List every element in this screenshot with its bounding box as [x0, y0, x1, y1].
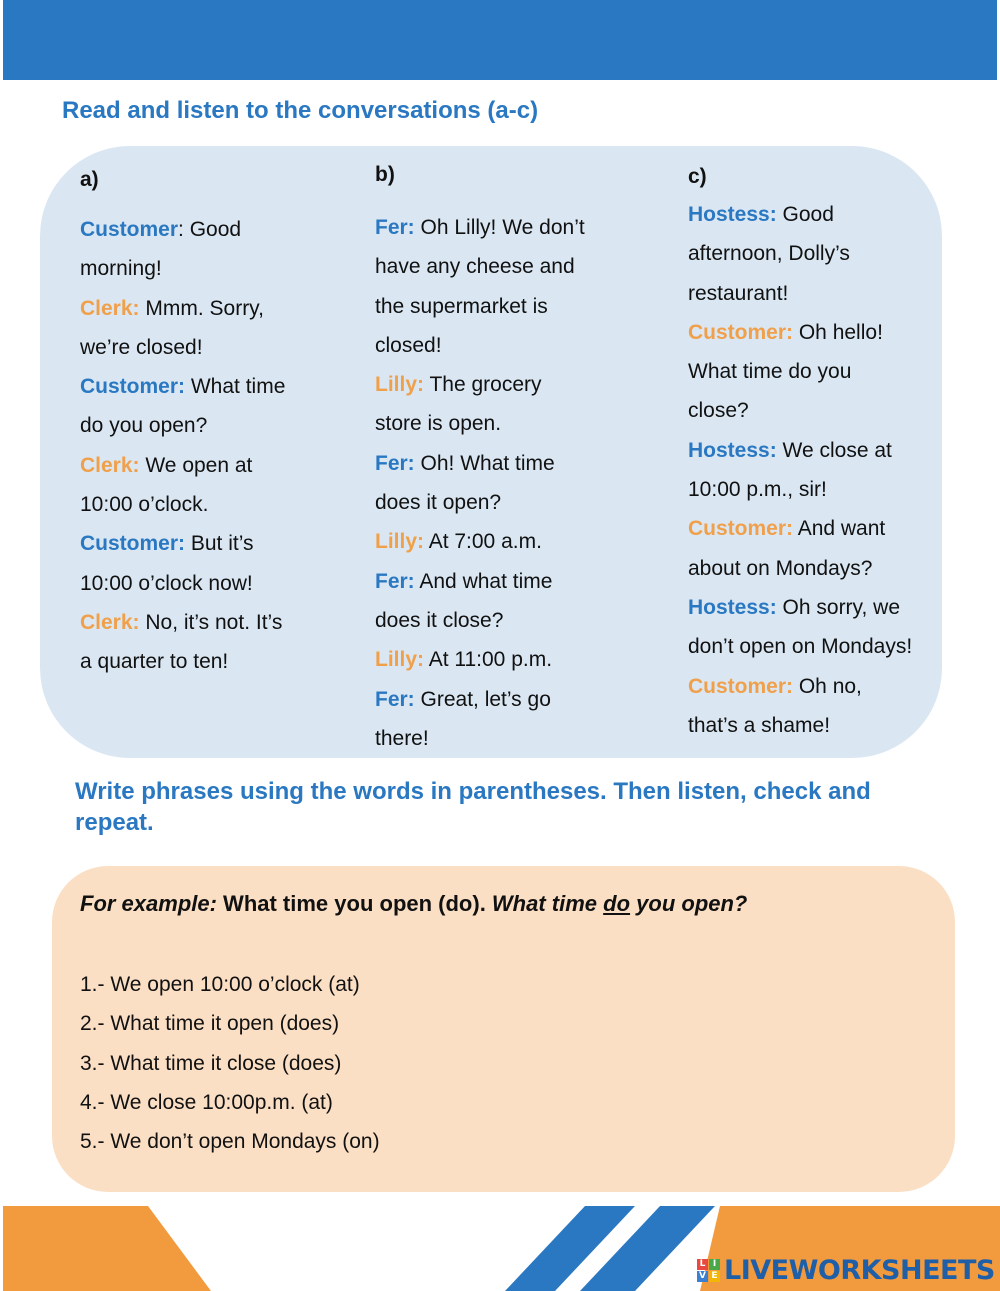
dialogue-line: there!	[375, 726, 429, 750]
speaker-fer: Fer:	[375, 451, 415, 475]
dialogue-line: that’s a shame!	[688, 713, 831, 737]
conversations-heading: Read and listen to the conversations (a-c)	[62, 97, 539, 124]
dialogue-text: Good	[776, 203, 834, 226]
speaker-hostess: Hostess:	[688, 438, 777, 462]
dialogue-line: closed!	[375, 333, 442, 357]
speaker-fer: Fer:	[375, 216, 415, 239]
dialogue-text: Oh sorry, we	[776, 595, 901, 619]
conversation-c	[688, 157, 988, 745]
example-sentence	[80, 888, 747, 920]
dialogue-line: does it open?	[375, 491, 502, 515]
dialogue-line	[375, 562, 625, 601]
speaker-hostess: Hostess:	[688, 203, 777, 226]
dialogue-line: we’re closed!	[80, 335, 203, 359]
speaker-customer: Customer	[80, 218, 179, 241]
dialogue-line: about on Mondays?	[688, 556, 873, 580]
speaker-lilly: Lilly:	[375, 373, 425, 397]
dialogue-line	[80, 210, 330, 249]
dialogue-line: don’t open on Mondays!	[688, 635, 913, 659]
conversation-letter: c)	[688, 165, 707, 188]
dialogue-text: Mmm. Sorry,	[139, 296, 264, 320]
exercise-item: 1.- We open 10:00 o’clock (at)	[80, 973, 360, 996]
example-prompt: What time you open (do).	[216, 891, 492, 916]
speaker-fer: Fer:	[375, 569, 415, 593]
dialogue-line	[688, 588, 988, 627]
dialogue-line	[375, 640, 625, 679]
dialogue-line	[80, 289, 330, 328]
dialogue-text: Oh Lilly! We don’t	[414, 216, 585, 239]
dialogue-text: Oh hello!	[793, 320, 883, 344]
example-answer-underlined: do	[603, 891, 631, 916]
exercise-list	[80, 965, 380, 1161]
dialogue-line	[688, 667, 988, 706]
dialogue-line	[688, 195, 988, 234]
dialogue-line: 10:00 p.m., sir!	[688, 478, 827, 502]
liveworksheets-mark-icon	[697, 1259, 720, 1282]
footer-orange-shape-left	[3, 1206, 211, 1291]
dialogue-line: store is open.	[375, 412, 502, 436]
speaker-customer: Customer:	[688, 320, 794, 344]
dialogue-text: Oh no,	[793, 674, 862, 698]
dialogue-line: afternoon, Dolly’s	[688, 242, 850, 266]
conversation-b	[375, 155, 625, 758]
speaker-clerk: Clerk:	[80, 453, 140, 477]
dialogue-text: What time	[185, 375, 286, 399]
exercise-item: 2.- What time it open (does)	[80, 1012, 340, 1036]
dialogue-line: have any cheese and	[375, 255, 575, 279]
dialogue-line	[375, 444, 625, 483]
dialogue-line: does it close?	[375, 608, 504, 632]
dialogue-text: At 7:00 a.m.	[424, 530, 542, 554]
speaker-hostess: Hostess:	[688, 595, 777, 619]
dialogue-line	[80, 524, 330, 563]
dialogue-line: restaurant!	[688, 281, 789, 305]
mark-letter: V	[697, 1271, 708, 1282]
liveworksheets-logo	[697, 1253, 997, 1287]
speaker-separator: :	[178, 218, 184, 241]
dialogue-line	[80, 446, 330, 485]
speaker-lilly: Lilly:	[375, 648, 425, 672]
dialogue-text: But it’s	[185, 532, 254, 556]
liveworksheets-wordmark: LIVEWORKSHEETS	[724, 1254, 995, 1286]
speaker-lilly: Lilly:	[375, 530, 425, 554]
speaker-customer: Customer:	[80, 375, 186, 399]
speaker-fer: Fer:	[375, 687, 415, 711]
dialogue-text: Oh! What time	[414, 451, 555, 475]
example-label: For example:	[80, 891, 217, 916]
dialogue-line	[688, 431, 988, 470]
dialogue-line	[80, 367, 330, 406]
dialogue-line	[375, 522, 625, 561]
conversation-letter: a)	[80, 168, 99, 191]
dialogue-line	[375, 365, 625, 404]
dialogue-text: Good	[183, 218, 242, 241]
dialogue-text: And want	[793, 517, 886, 541]
exercise-item: 4.- We close 10:00p.m. (at)	[80, 1090, 333, 1114]
speaker-customer: Customer:	[688, 674, 794, 698]
dialogue-text: No, it’s not. It’s	[139, 610, 283, 634]
speaker-clerk: Clerk:	[80, 610, 140, 634]
mark-letter: L	[697, 1259, 708, 1270]
mark-letter: I	[709, 1259, 720, 1270]
dialogue-line: do you open?	[80, 414, 208, 438]
dialogue-line	[80, 603, 330, 642]
example-answer-end: you open?	[630, 891, 748, 916]
dialogue-text: We close at	[776, 438, 892, 462]
dialogue-text: The grocery	[424, 373, 542, 397]
dialogue-line: 10:00 o’clock.	[80, 493, 209, 517]
speaker-customer: Customer:	[688, 517, 794, 541]
exercise-item: 3.- What time it close (does)	[80, 1051, 342, 1075]
dialogue-text: And what time	[414, 569, 553, 593]
exercise-item: 5.- We don’t open Mondays (on)	[80, 1130, 380, 1154]
example-answer	[492, 891, 747, 916]
mark-letter: E	[709, 1271, 720, 1282]
dialogue-text: At 11:00 p.m.	[424, 648, 553, 672]
dialogue-line	[688, 509, 988, 548]
dialogue-line: the supermarket is	[375, 294, 548, 318]
dialogue-line: What time do you	[688, 360, 852, 384]
dialogue-line	[375, 208, 625, 247]
conversation-letter: b)	[375, 163, 395, 186]
dialogue-text: We open at	[139, 453, 253, 477]
exercise-heading: Write phrases using the words in parentheses. Then listen, check and repeat.	[75, 778, 871, 836]
speaker-customer: Customer:	[80, 532, 186, 556]
dialogue-line	[375, 680, 625, 719]
conversation-a	[80, 160, 330, 682]
dialogue-text: Great, let’s go	[414, 687, 551, 711]
dialogue-line: close?	[688, 399, 749, 423]
dialogue-line: morning!	[80, 257, 162, 281]
dialogue-line	[688, 313, 988, 352]
dialogue-line: a quarter to ten!	[80, 650, 229, 674]
header-band	[3, 0, 997, 80]
speaker-clerk: Clerk:	[80, 296, 140, 320]
example-answer-start: What time	[491, 891, 604, 916]
dialogue-line: 10:00 o’clock now!	[80, 571, 253, 595]
